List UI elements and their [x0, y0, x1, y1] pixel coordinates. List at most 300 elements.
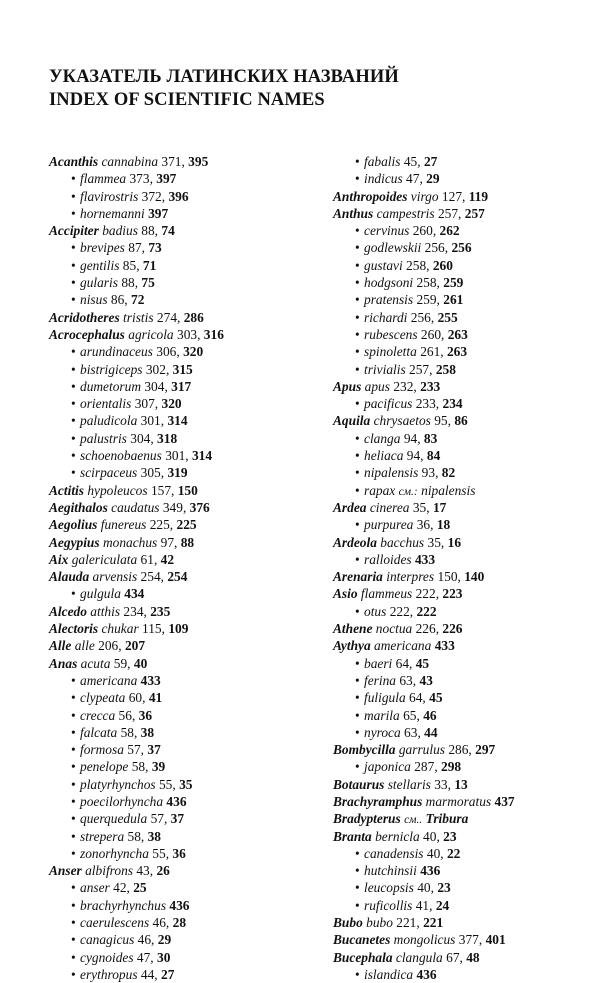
page-number: 63, [404, 724, 421, 740]
bullet-icon: • [355, 482, 360, 498]
plate-number: 397 [156, 171, 177, 187]
bullet-icon: • [71, 742, 76, 758]
species-name: brevipes [80, 240, 125, 256]
bullet-icon: • [71, 828, 76, 844]
index-entry [333, 689, 595, 706]
species-name: scirpaceus [80, 465, 138, 481]
plate-number: 72 [131, 292, 145, 308]
bullet-icon: • [355, 396, 360, 412]
species-name: apus [364, 378, 390, 394]
plate-number: 119 [468, 188, 489, 204]
page-number: 45, [403, 154, 421, 169]
species-name: spinoletta [364, 344, 417, 360]
genus-name: Aegithalos [49, 499, 108, 515]
page-number: 40, [417, 880, 434, 896]
plate-number: 256 [451, 240, 472, 256]
species-name: schoenobaenus [80, 448, 162, 464]
plate-number: 23 [443, 828, 457, 844]
species-name: arundinaceus [80, 344, 153, 360]
species-name: americana [374, 638, 432, 654]
genus-name: Bradypterus [333, 811, 401, 827]
plate-number: 261 [443, 292, 464, 308]
bullet-icon: • [71, 171, 76, 187]
species-name: nyroca [364, 724, 401, 740]
reference-target: nipalensis [421, 482, 476, 498]
index-entry [333, 361, 595, 378]
plate-number: 37 [147, 742, 161, 758]
bullet-icon: • [71, 811, 76, 827]
see-reference: см.: [398, 485, 418, 498]
species-name: rubescens [364, 326, 418, 342]
species-name: canagicus [80, 932, 135, 948]
page-number: 226, [415, 621, 440, 637]
plate-number: 396 [168, 188, 189, 204]
species-name: clanga [364, 430, 401, 446]
plate-number: 37 [170, 811, 185, 827]
index-entry [49, 914, 319, 931]
species-name: hypoleucos [87, 482, 148, 498]
page-number: 221, [396, 915, 420, 931]
page-number: 60, [128, 690, 146, 706]
page-number: 225, [149, 517, 174, 533]
plate-number: 316 [203, 326, 224, 342]
index-entry [49, 707, 319, 724]
heading-russian: УКАЗАТЕЛЬ ЛАТИНСКИХ НАЗВАНИЙ [49, 67, 399, 87]
bullet-icon: • [71, 430, 76, 446]
genus-name: Bucanetes [333, 932, 391, 948]
bullet-icon: • [71, 205, 76, 221]
bullet-icon: • [71, 915, 76, 931]
index-entry [49, 534, 319, 551]
index-entry [49, 412, 319, 429]
page-number: 56, [118, 707, 136, 723]
plate-number: 221 [423, 915, 444, 931]
index-column-right [333, 153, 595, 983]
plate-number: 397 [148, 205, 169, 221]
plate-number: 314 [167, 413, 188, 429]
plate-number: 109 [168, 621, 189, 637]
genus-name: Alcedo [49, 603, 87, 619]
index-entry [49, 793, 319, 810]
species-name: bacchus [380, 534, 425, 550]
genus-name: Acridotheres [49, 309, 120, 325]
index-entry [49, 430, 319, 447]
species-name: otus [364, 603, 387, 619]
bullet-icon: • [71, 413, 76, 429]
plate-number: 18 [436, 517, 451, 533]
page-number: 94, [403, 430, 421, 446]
index-entry [49, 568, 319, 585]
species-name: flavirostris [80, 188, 139, 204]
page-number: 55, [152, 845, 170, 861]
index-entry [49, 343, 319, 360]
species-name: trivialis [364, 361, 406, 377]
bullet-icon: • [71, 396, 76, 412]
bullet-icon: • [71, 292, 76, 308]
page-number: 258, [416, 275, 440, 291]
index-entry [333, 724, 595, 741]
species-name: gularis [80, 275, 118, 291]
index-entry [333, 205, 595, 222]
page-number: 256, [410, 309, 435, 325]
index-entry [49, 776, 319, 793]
bullet-icon: • [71, 672, 76, 688]
bullet-icon: • [355, 863, 360, 879]
plate-number: 226 [442, 621, 463, 637]
species-name: hutchinsii [364, 863, 417, 879]
plate-number: 320 [161, 396, 182, 412]
plate-number: 262 [439, 223, 460, 239]
index-entry [49, 395, 319, 412]
index-entry [49, 551, 319, 568]
species-name: orientalis [80, 396, 132, 412]
index-entry [333, 222, 595, 239]
index-entry [49, 655, 319, 672]
index-entry [49, 620, 319, 637]
index-entry [333, 862, 595, 879]
species-name: interpres [386, 569, 435, 585]
species-name: mongolicus [393, 932, 456, 948]
index-entry [333, 326, 595, 343]
page-number: 47, [136, 949, 154, 965]
page-number: 302, [145, 361, 170, 377]
bullet-icon: • [355, 759, 360, 775]
plate-number: 434 [124, 586, 145, 602]
page-number: 257, [409, 361, 433, 377]
bullet-icon: • [355, 724, 360, 740]
index-entry [333, 291, 595, 308]
plate-number: 234 [442, 396, 463, 412]
species-name: gentilis [80, 257, 120, 273]
species-name: arvensis [92, 569, 138, 585]
index-entry [333, 464, 595, 481]
plate-number: 259 [443, 275, 464, 291]
plate-number: 26 [156, 863, 170, 879]
species-name: bubo [366, 915, 393, 931]
plate-number: 433 [414, 551, 436, 567]
plate-number: 401 [485, 932, 506, 948]
genus-name: Aythya [333, 638, 371, 654]
bullet-icon: • [355, 171, 360, 187]
genus-name: Anas [49, 655, 78, 671]
index-column-left [49, 153, 319, 983]
see-reference: см.. [404, 814, 423, 827]
page-number: 87, [128, 240, 145, 256]
page-number: 85, [122, 257, 140, 273]
index-entry [333, 482, 595, 499]
species-name: clypeata [80, 690, 126, 706]
genus-name: Actitis [49, 482, 84, 498]
page-number: 303, [177, 326, 201, 342]
species-name: campestris [376, 205, 435, 221]
bullet-icon: • [71, 776, 76, 792]
genus-name: Athene [333, 621, 373, 637]
bullet-icon: • [355, 966, 360, 982]
page-number: 64, [395, 655, 413, 671]
genus-name: Ardea [333, 499, 367, 515]
species-name: heliaca [364, 448, 404, 464]
species-name: baeri [364, 655, 393, 671]
bullet-icon: • [355, 465, 360, 481]
page-number: 206, [98, 638, 122, 654]
index-entry [49, 205, 319, 222]
plate-number: 84 [426, 448, 441, 464]
species-name: flammeus [360, 586, 413, 602]
index-entry [333, 758, 595, 775]
index-entry [49, 222, 319, 239]
genus-name: Anser [49, 863, 82, 879]
page-number: 47, [406, 171, 423, 187]
index-entry [333, 637, 595, 654]
page-number: 304, [144, 378, 168, 394]
index-entry [333, 274, 595, 291]
plate-number: 38 [140, 724, 155, 740]
page-number: 35, [412, 499, 430, 515]
index-entry [49, 724, 319, 741]
bullet-icon: • [355, 240, 360, 256]
genus-name: Aegolius [49, 517, 98, 533]
genus-name: Asio [333, 586, 358, 602]
page-number: 274, [156, 309, 181, 325]
index-entry [333, 430, 595, 447]
index-entry [49, 949, 319, 966]
page-number: 301, [165, 448, 189, 464]
plate-number: 48 [466, 949, 480, 965]
bullet-icon: • [355, 292, 360, 308]
species-name: tristis [123, 309, 154, 325]
index-entry [333, 499, 595, 516]
bullet-icon: • [71, 257, 76, 273]
bullet-icon: • [355, 707, 360, 723]
page-number: 287, [414, 759, 438, 775]
page-number: 150, [437, 569, 461, 585]
index-entry [49, 326, 319, 343]
page-number: 260, [412, 223, 437, 239]
species-name: erythropus [80, 966, 138, 982]
index-entry [333, 170, 595, 187]
index-entry [333, 516, 595, 533]
bullet-icon: • [355, 257, 360, 273]
bullet-icon: • [71, 897, 76, 913]
page-number: 373, [129, 171, 153, 187]
page-number: 261, [420, 344, 444, 360]
page-number: 234, [123, 603, 147, 619]
bullet-icon: • [355, 361, 360, 377]
index-entry [333, 309, 595, 326]
index-entry [333, 776, 595, 793]
plate-number: 317 [171, 378, 192, 394]
plate-number: 42 [160, 551, 175, 567]
plate-number: 74 [161, 223, 175, 239]
page-number: 88, [141, 223, 159, 239]
species-name: galericulata [71, 551, 138, 567]
species-name: rapax [364, 482, 396, 498]
plate-number: 258 [435, 361, 456, 377]
bullet-icon: • [355, 154, 360, 169]
plate-number: 29 [426, 171, 440, 187]
species-name: islandica [364, 966, 414, 982]
bullet-icon: • [71, 586, 76, 602]
page-number: 222, [415, 586, 440, 602]
species-name: nipalensis [364, 465, 419, 481]
genus-name: Anthus [333, 205, 374, 221]
plate-number: 257 [464, 205, 485, 221]
species-name: albifrons [85, 863, 133, 879]
index-entry [49, 257, 319, 274]
page-number: 372, [141, 188, 166, 204]
bullet-icon: • [71, 448, 76, 464]
plate-number: 41 [148, 690, 163, 706]
plate-number: 88 [180, 534, 195, 550]
bullet-icon: • [71, 724, 76, 740]
species-name: anser [80, 880, 110, 896]
index-entry [49, 758, 319, 775]
plate-number: 13 [454, 776, 468, 792]
index-entry [49, 966, 319, 983]
bullet-icon: • [71, 344, 76, 360]
bullet-icon: • [71, 465, 76, 481]
index-entry [333, 412, 595, 429]
bullet-icon: • [71, 275, 76, 291]
plate-number: 297 [475, 742, 496, 758]
genus-name: Accipiter [49, 223, 99, 239]
species-name: crecca [80, 707, 116, 723]
plate-number: 433 [140, 672, 161, 688]
species-name: canadensis [364, 845, 424, 861]
index-entry [333, 655, 595, 672]
species-name: pacificus [364, 396, 413, 412]
species-name: agricola [128, 326, 174, 342]
species-name: fabalis [364, 154, 401, 169]
index-entry [49, 188, 319, 205]
species-name: ferina [364, 672, 396, 688]
plate-number: 233 [420, 378, 441, 394]
genus-name: Aix [49, 551, 69, 567]
index-entry [49, 689, 319, 706]
page-number: 86, [110, 292, 128, 308]
index-entry [333, 914, 595, 931]
bullet-icon: • [355, 344, 360, 360]
bullet-icon: • [355, 517, 360, 533]
index-entry [49, 378, 319, 395]
plate-number: 43 [419, 672, 433, 688]
species-name: bernicla [375, 828, 420, 844]
page-number: 41, [415, 897, 433, 913]
genus-name: Bucephala [333, 949, 393, 965]
index-entry [49, 239, 319, 256]
plate-number: 44 [424, 724, 438, 740]
genus-name: Aquila [333, 413, 371, 429]
species-name: chukar [101, 621, 139, 637]
plate-number: 298 [441, 759, 462, 775]
plate-number: 436 [416, 966, 437, 982]
page-number: 43, [136, 863, 154, 879]
species-name: japonica [364, 759, 411, 775]
plate-number: 436 [420, 863, 441, 879]
bullet-icon: • [355, 845, 360, 861]
plate-number: 263 [446, 344, 468, 360]
bullet-icon: • [71, 880, 76, 896]
plate-number: 30 [157, 949, 171, 965]
species-name: platyrhynchos [80, 776, 156, 792]
species-name: monachus [102, 534, 158, 550]
plate-number: 255 [437, 309, 458, 325]
bullet-icon: • [71, 707, 76, 723]
species-name: strepera [80, 828, 125, 844]
page-number: 260, [420, 326, 445, 342]
page-number: 94, [406, 448, 424, 464]
page-number: 93, [421, 465, 439, 481]
species-name: badius [102, 223, 138, 239]
page-number: 371, [161, 154, 185, 169]
plate-number: 27 [423, 154, 438, 169]
index-entry [49, 291, 319, 308]
index-entry [49, 603, 319, 620]
species-name: falcata [80, 724, 118, 740]
genus-name: Apus [333, 378, 362, 394]
plate-number: 83 [423, 430, 438, 446]
page-number: 258, [406, 257, 430, 273]
index-entry [49, 153, 319, 170]
genus-name: Alle [49, 638, 72, 654]
plate-number: 22 [446, 845, 461, 861]
page-number: 377, [458, 932, 483, 948]
page-number: 63, [399, 672, 417, 688]
plate-number: 75 [141, 275, 155, 291]
plate-number: 318 [157, 430, 178, 446]
page-number: 67, [446, 949, 463, 965]
plate-number: 436 [166, 793, 187, 809]
page-number: 232, [393, 378, 417, 394]
plate-number: 319 [167, 465, 188, 481]
species-name: richardi [364, 309, 408, 325]
index-entry [49, 828, 319, 845]
page-number: 95, [434, 413, 451, 429]
index-entry [49, 499, 319, 516]
index-entry [49, 464, 319, 481]
bullet-icon: • [355, 223, 360, 239]
index-entry [333, 949, 595, 966]
index-entry [333, 585, 595, 602]
species-name: querquedula [80, 811, 148, 827]
index-entry [49, 309, 319, 326]
index-entry [333, 395, 595, 412]
species-name: pratensis [364, 292, 414, 308]
index-entry [49, 516, 319, 533]
plate-number: 433 [434, 638, 455, 654]
plate-number: 45 [429, 690, 443, 706]
species-name: formosa [80, 742, 124, 758]
species-name: penelope [80, 759, 129, 775]
plate-number: 235 [150, 603, 171, 619]
bullet-icon: • [71, 690, 76, 706]
genus-name: Acanthis [49, 154, 99, 169]
species-name: chrysaetos [373, 413, 431, 429]
index-entry [49, 672, 319, 689]
plate-number: 140 [464, 569, 485, 585]
species-name: palustris [80, 430, 127, 446]
plate-number: 254 [167, 569, 188, 585]
bullet-icon: • [355, 275, 360, 291]
species-name: zonorhyncha [80, 845, 149, 861]
bullet-icon: • [71, 932, 76, 948]
species-name: hodgsoni [364, 275, 414, 291]
plate-number: 36 [172, 845, 186, 861]
species-name: dumetorum [80, 378, 141, 394]
index-entry [49, 447, 319, 464]
page-number: 46, [152, 915, 170, 931]
page-number: 61, [140, 551, 158, 567]
